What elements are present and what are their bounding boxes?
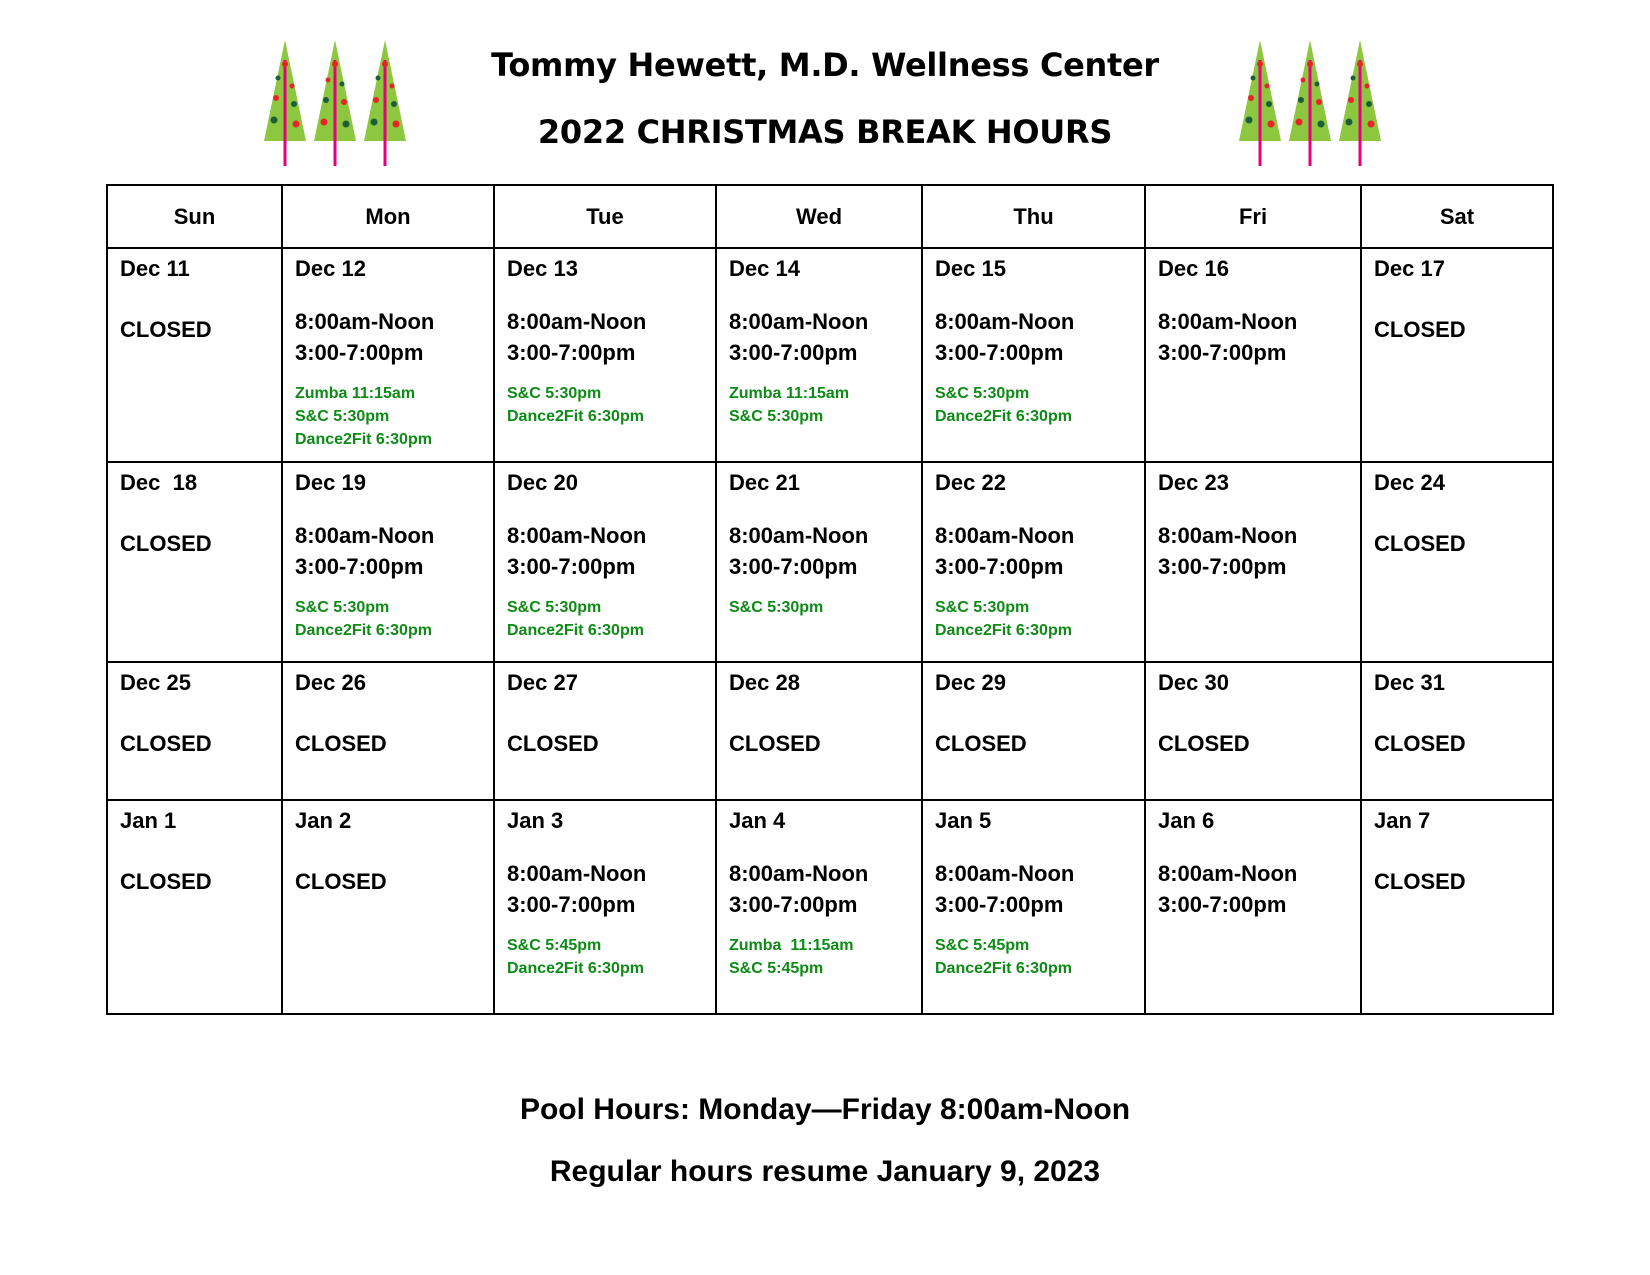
open-hours — [507, 520, 703, 582]
day-date: Dec 20 — [507, 470, 578, 495]
day-cell — [494, 248, 716, 462]
open-hours — [729, 306, 909, 368]
day-date: Dec 13 — [507, 256, 578, 281]
day-date: Dec 11 — [120, 256, 190, 281]
day-header-sun: Sun — [107, 185, 282, 248]
christmas-trees-right-icon — [1237, 38, 1383, 168]
day-header-fri: Fri — [1145, 185, 1361, 248]
week-row — [107, 248, 1553, 462]
day-date: Jan 1 — [120, 808, 177, 833]
day-cell — [922, 248, 1145, 462]
open-hours — [935, 858, 1132, 920]
evening-hours: 3:00-7:00pm — [507, 554, 636, 579]
morning-hours: 8:00am-Noon — [1158, 861, 1298, 886]
class-item: Zumba 11:15am — [295, 385, 416, 402]
open-hours — [507, 858, 703, 920]
class-item: S&C 5:30pm — [729, 599, 824, 616]
day-cell — [107, 462, 282, 662]
open-hours — [935, 520, 1132, 582]
class-item: Dance2Fit 6:30pm — [507, 408, 644, 425]
day-date: Jan 3 — [507, 808, 564, 833]
open-hours — [729, 520, 909, 582]
open-hours — [935, 306, 1132, 368]
evening-hours: 3:00-7:00pm — [935, 892, 1064, 917]
class-item: Dance2Fit 6:30pm — [935, 960, 1072, 977]
open-hours — [295, 306, 481, 368]
christmas-tree-icon — [1289, 40, 1331, 166]
closed-label: CLOSED — [507, 731, 599, 756]
day-date: Dec 22 — [935, 470, 1006, 495]
closed-label: CLOSED — [1374, 731, 1466, 756]
evening-hours: 3:00-7:00pm — [729, 554, 858, 579]
weekday-header-row — [107, 185, 1553, 248]
day-cell — [107, 662, 282, 800]
day-date: Dec 19 — [295, 470, 366, 495]
class-schedule — [935, 596, 1132, 642]
class-schedule — [729, 934, 909, 980]
day-date: Jan 2 — [295, 808, 352, 833]
morning-hours: 8:00am-Noon — [729, 309, 869, 334]
day-date: Jan 5 — [935, 808, 992, 833]
open-hours — [1158, 306, 1348, 368]
day-date: Dec 30 — [1158, 670, 1229, 695]
morning-hours: 8:00am-Noon — [295, 309, 435, 334]
class-item: Dance2Fit 6:30pm — [935, 622, 1072, 639]
closed-label: CLOSED — [1374, 531, 1466, 556]
class-item: S&C 5:30pm — [935, 599, 1030, 616]
day-cell — [282, 248, 494, 462]
day-date: Dec 28 — [729, 670, 800, 695]
class-item: Dance2Fit 6:30pm — [295, 622, 432, 639]
evening-hours: 3:00-7:00pm — [507, 892, 636, 917]
day-date: Dec 12 — [295, 256, 366, 281]
closed-label: CLOSED — [295, 731, 387, 756]
day-cell — [716, 662, 922, 800]
class-item: S&C 5:30pm — [729, 408, 824, 425]
day-date: Jan 4 — [729, 808, 786, 833]
day-cell — [1145, 248, 1361, 462]
class-item: S&C 5:30pm — [295, 408, 390, 425]
day-cell — [1145, 462, 1361, 662]
day-cell — [1361, 800, 1553, 1014]
day-cell — [494, 800, 716, 1014]
class-item: Zumba 11:15am — [729, 937, 854, 954]
class-schedule — [729, 596, 909, 619]
day-date: Dec 21 — [729, 470, 800, 495]
evening-hours: 3:00-7:00pm — [295, 340, 424, 365]
day-cell — [1361, 662, 1553, 800]
day-header-sat: Sat — [1361, 185, 1553, 248]
evening-hours: 3:00-7:00pm — [1158, 554, 1287, 579]
open-hours — [1158, 858, 1348, 920]
evening-hours: 3:00-7:00pm — [935, 554, 1064, 579]
day-cell — [716, 462, 922, 662]
morning-hours: 8:00am-Noon — [295, 523, 435, 548]
day-date: Dec 16 — [1158, 256, 1229, 281]
open-hours — [1158, 520, 1348, 582]
morning-hours: 8:00am-Noon — [729, 861, 869, 886]
day-date: Dec 27 — [507, 670, 578, 695]
day-date: Dec 26 — [295, 670, 366, 695]
day-header-wed: Wed — [716, 185, 922, 248]
day-date: Dec 24 — [1374, 470, 1445, 495]
day-cell — [1361, 248, 1553, 462]
morning-hours: 8:00am-Noon — [935, 309, 1075, 334]
class-schedule — [507, 596, 703, 642]
day-cell — [282, 662, 494, 800]
closed-label: CLOSED — [120, 531, 212, 556]
closed-label: CLOSED — [1374, 317, 1466, 342]
evening-hours: 3:00-7:00pm — [1158, 340, 1287, 365]
day-cell — [1145, 800, 1361, 1014]
day-date: Jan 6 — [1158, 808, 1215, 833]
open-hours — [507, 306, 703, 368]
closed-label: CLOSED — [729, 731, 821, 756]
class-item: Dance2Fit 6:30pm — [935, 408, 1072, 425]
day-cell — [282, 462, 494, 662]
evening-hours: 3:00-7:00pm — [507, 340, 636, 365]
closed-label: CLOSED — [120, 869, 212, 894]
open-hours — [729, 858, 909, 920]
evening-hours: 3:00-7:00pm — [729, 340, 858, 365]
morning-hours: 8:00am-Noon — [507, 861, 647, 886]
class-item: S&C 5:45pm — [935, 937, 1030, 954]
morning-hours: 8:00am-Noon — [507, 523, 647, 548]
class-schedule — [295, 596, 481, 642]
day-cell — [922, 662, 1145, 800]
day-header-thu: Thu — [922, 185, 1145, 248]
morning-hours: 8:00am-Noon — [507, 309, 647, 334]
class-schedule — [507, 382, 703, 428]
evening-hours: 3:00-7:00pm — [1158, 892, 1287, 917]
day-cell — [716, 248, 922, 462]
week-row — [107, 462, 1553, 662]
class-schedule — [935, 382, 1132, 428]
day-date: Dec 15 — [935, 256, 1006, 281]
class-item: S&C 5:30pm — [295, 599, 390, 616]
closed-label: CLOSED — [935, 731, 1027, 756]
calendar-table — [106, 184, 1554, 1015]
class-item: S&C 5:45pm — [729, 960, 824, 977]
day-date: Dec 25 — [120, 670, 191, 695]
evening-hours: 3:00-7:00pm — [729, 892, 858, 917]
class-item: Dance2Fit 6:30pm — [295, 431, 432, 448]
morning-hours: 8:00am-Noon — [935, 861, 1075, 886]
page-subtitle: 2022 CHRISTMAS BREAK HOURS — [537, 113, 1113, 151]
morning-hours: 8:00am-Noon — [935, 523, 1075, 548]
evening-hours: 3:00-7:00pm — [295, 554, 424, 579]
week-row — [107, 800, 1553, 1014]
day-date: Jan 7 — [1374, 808, 1431, 833]
class-schedule — [295, 382, 481, 451]
morning-hours: 8:00am-Noon — [1158, 523, 1298, 548]
christmas-tree-icon — [1239, 40, 1281, 166]
day-date: Dec 14 — [729, 256, 800, 281]
day-date: Dec 31 — [1374, 670, 1445, 695]
day-header-tue: Tue — [494, 185, 716, 248]
day-cell — [107, 248, 282, 462]
open-hours — [295, 520, 481, 582]
day-date: Dec 17 — [1374, 256, 1445, 281]
closed-label: CLOSED — [120, 317, 212, 342]
day-cell — [1145, 662, 1361, 800]
day-cell — [716, 800, 922, 1014]
closed-label: CLOSED — [1158, 731, 1250, 756]
class-item: S&C 5:30pm — [935, 385, 1030, 402]
class-item: S&C 5:45pm — [507, 937, 602, 954]
morning-hours: 8:00am-Noon — [729, 523, 869, 548]
day-cell — [494, 462, 716, 662]
day-date: Dec 29 — [935, 670, 1006, 695]
closed-label: CLOSED — [1374, 869, 1466, 894]
class-schedule — [935, 934, 1132, 980]
regular-hours-note: Regular hours resume January 9, 2023 — [549, 1155, 1101, 1188]
day-cell — [1361, 462, 1553, 662]
class-item: S&C 5:30pm — [507, 599, 602, 616]
evening-hours: 3:00-7:00pm — [935, 340, 1064, 365]
class-item: Dance2Fit 6:30pm — [507, 622, 644, 639]
morning-hours: 8:00am-Noon — [1158, 309, 1298, 334]
christmas-tree-icon — [1339, 40, 1381, 166]
day-cell — [922, 462, 1145, 662]
closed-label: CLOSED — [295, 869, 387, 894]
class-schedule — [729, 382, 909, 428]
pool-hours-note: Pool Hours: Monday—Friday 8:00am-Noon — [519, 1093, 1131, 1126]
class-schedule — [507, 934, 703, 980]
day-cell — [107, 800, 282, 1014]
week-row — [107, 662, 1553, 800]
day-cell — [494, 662, 716, 800]
day-header-mon: Mon — [282, 185, 494, 248]
class-item: S&C 5:30pm — [507, 385, 602, 402]
day-date: Dec 18 — [120, 470, 198, 495]
day-cell — [282, 800, 494, 1014]
day-cell — [922, 800, 1145, 1014]
class-item: Zumba 11:15am — [729, 385, 850, 402]
closed-label: CLOSED — [120, 731, 212, 756]
class-item: Dance2Fit 6:30pm — [507, 960, 644, 977]
page-title: Tommy Hewett, M.D. Wellness Center — [491, 46, 1159, 84]
day-date: Dec 23 — [1158, 470, 1229, 495]
